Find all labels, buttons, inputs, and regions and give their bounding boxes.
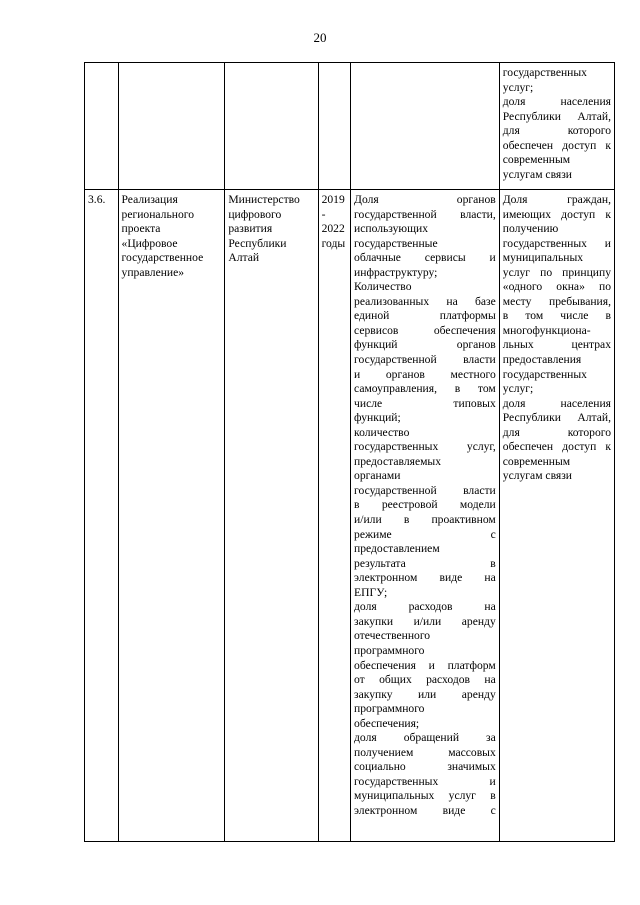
text-line: Республики (228, 236, 287, 250)
page-number: 20 (313, 30, 327, 45)
text-line: для которого (502, 425, 611, 439)
cell-years-empty (318, 63, 350, 190)
text-line: режиме с (354, 527, 496, 541)
measures-table (84, 62, 615, 842)
text-line: доля населения (502, 396, 611, 410)
cell-number: 3.6. (85, 190, 119, 842)
text-line: закупку или аренду (354, 687, 496, 701)
text-line: отечественного (354, 629, 431, 643)
text-line: государственных и (502, 236, 611, 250)
text-line: проекта (121, 222, 161, 236)
table-row-continuation (85, 63, 615, 190)
cell-indicator-empty (351, 63, 500, 190)
text-line: результата в (354, 556, 496, 570)
text-line: управление» (121, 265, 185, 279)
text-line: Республики Алтай, (502, 109, 611, 123)
cell-executor (225, 190, 318, 842)
text-line: - (321, 207, 326, 221)
text-line: услуг; (502, 80, 534, 94)
text-line: муниципальных (502, 251, 584, 265)
text-line: Алтай (228, 251, 260, 265)
cell-executor-empty (225, 63, 318, 190)
text-line: государственной власти, (354, 207, 496, 221)
text-line: услугам связи (502, 167, 573, 181)
cell-indicators (351, 190, 500, 842)
text-line: государственное (121, 251, 204, 265)
text-line: услуг по принципу (502, 265, 611, 279)
text-line: обеспечения и платформ (354, 658, 496, 672)
text-line: инфраструктуру; (354, 265, 438, 279)
text-line: получению (502, 222, 559, 236)
text-line: программного (354, 643, 425, 657)
text-line: обеспечения; (354, 716, 420, 730)
text-line: 2019 (321, 193, 345, 206)
text-line: доля обращений за (354, 731, 496, 745)
text-line: Количество (354, 280, 412, 294)
text-line: льных центрах (502, 338, 611, 352)
cell-years (318, 190, 350, 842)
text-line: самоуправления, в том (354, 382, 496, 396)
text-line: имеющих доступ к (502, 207, 611, 221)
text-line: «Цифровое (121, 236, 178, 250)
text-line: и/или в проактивном (354, 513, 496, 527)
text-line: числе типовых (354, 396, 496, 410)
text-line: использующих (354, 222, 429, 236)
text-line: социально значимых (354, 760, 496, 774)
text-line: предоставляемых (354, 454, 442, 468)
text-line: государственных (502, 66, 587, 79)
text-line: ЕПГУ; (354, 585, 388, 599)
text-line: государственных (502, 367, 587, 381)
text-line: государственной власти (354, 353, 496, 367)
text-line: Министерство (228, 193, 300, 206)
text-line: государственные (354, 236, 438, 250)
text-line: «одного окна» по (502, 280, 611, 294)
text-line: в том числе в (502, 309, 611, 323)
text-line: функций; (354, 411, 401, 425)
text-line: облачные сервисы и (354, 251, 496, 265)
text-line: количество (354, 425, 410, 439)
text-line: услуг; (502, 382, 534, 396)
cell-name (118, 190, 225, 842)
text-line: цифрового (228, 207, 282, 221)
text-line: в реестровой модели (354, 498, 496, 512)
text-line: Доля органов (354, 193, 496, 206)
text-line: доля населения (502, 95, 611, 109)
text-line: развития (228, 222, 273, 236)
text-line: доля расходов на (354, 600, 496, 614)
text-line: государственных и (354, 774, 496, 788)
cell-name-empty (118, 63, 225, 190)
text-line: государственной власти (354, 483, 496, 497)
text-line: современным (502, 153, 571, 167)
text-line: предоставлением (354, 542, 440, 556)
text-line: муниципальных услуг в (354, 789, 496, 803)
text-line: функций органов (354, 338, 496, 352)
cell-number-empty (85, 63, 119, 190)
text-line: месту пребывания, (502, 294, 611, 308)
text-line: для которого (502, 124, 611, 138)
text-line: получением массовых (354, 745, 496, 759)
table-row-3-6 (85, 190, 615, 842)
text-line: сервисов обеспечения (354, 323, 496, 337)
text-line: электронном виде с (354, 803, 496, 817)
text-line: 2022 (321, 222, 345, 236)
text-line: Республики Алтай, (502, 411, 611, 425)
text-line: годы (321, 236, 346, 250)
text-line: обеспечен доступ к (502, 138, 611, 152)
text-line: реализованных на базе (354, 294, 496, 308)
text-line: закупки и/или аренду (354, 614, 496, 628)
text-line: государственных услуг, (354, 440, 496, 454)
text-line: единой платформы (354, 309, 496, 323)
text-line: предоставления (502, 353, 582, 367)
text-line: электронном виде на (354, 571, 496, 585)
text-line: услугам связи (502, 469, 573, 483)
text-line: многофункциона- (502, 323, 591, 337)
text-line: программного (354, 702, 425, 716)
text-line: Реализация (121, 193, 178, 206)
text-line: от общих расходов на (354, 673, 496, 687)
cell-results (499, 190, 614, 842)
text-line: и органов местного (354, 367, 496, 381)
text-line: регионального (121, 207, 195, 221)
cell-result-continuation (499, 63, 614, 190)
text-line: органами (354, 469, 401, 483)
text-line: современным (502, 454, 571, 468)
text-line: обеспечен доступ к (502, 440, 611, 454)
text-line: Доля граждан, (502, 193, 611, 206)
